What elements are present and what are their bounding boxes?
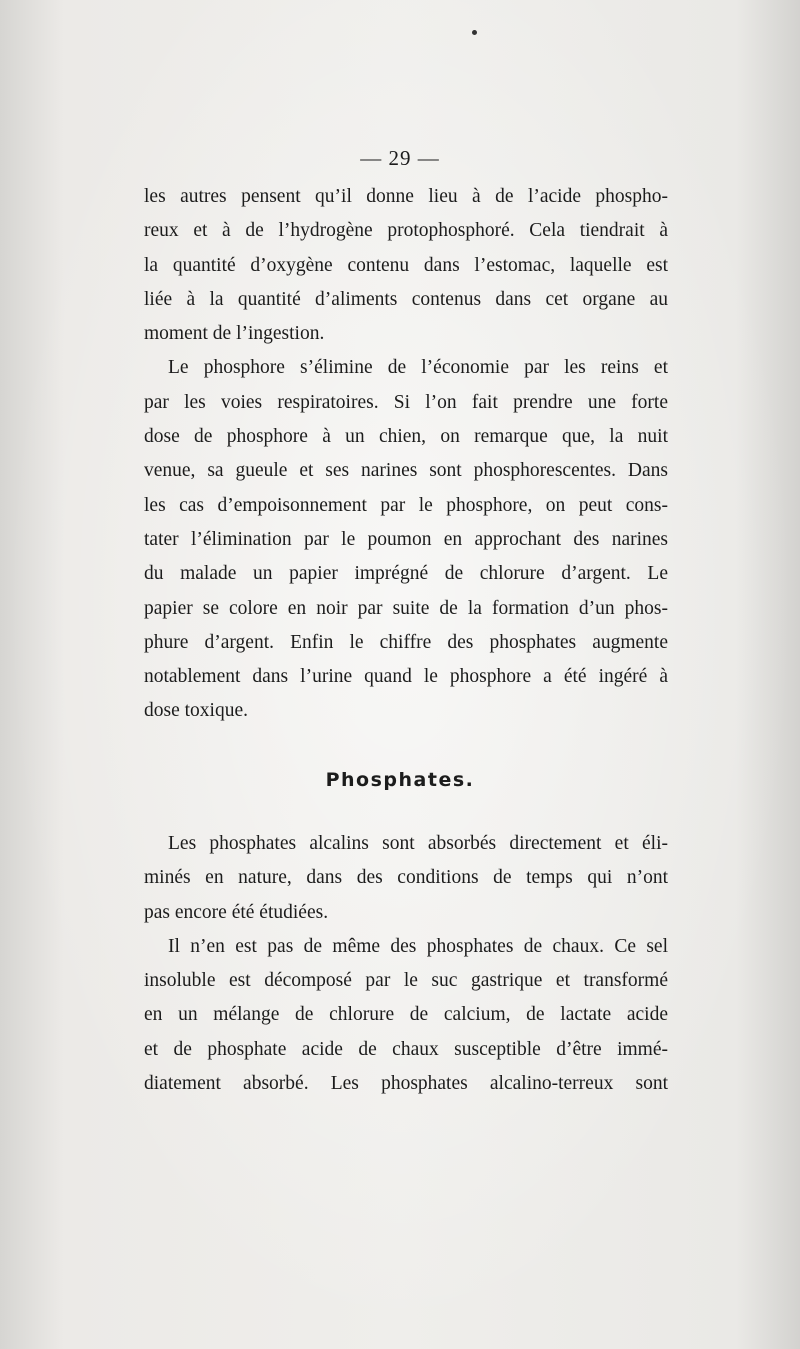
text-line: Le phosphore s’élimine de l’économie par les reins et	[168, 357, 668, 379]
text-line: liée à la quantité d’aliments contenus dans cet organe au	[144, 288, 668, 310]
text-line: Il n’en est pas de même des phosphates de chaux. Ce sel	[168, 935, 668, 957]
text-line: la quantité d’oxygène contenu dans l’estomac, laquelle est	[144, 254, 668, 276]
text-line: phure d’argent. Enfin le chiffre des phosphates augmente	[144, 631, 668, 653]
text-line: tater l’élimination par le poumon en approchant des narines	[144, 528, 668, 550]
paragraph-block-1	[144, 180, 668, 729]
text-line: les autres pensent qu’il donne lieu à de l’acide phospho-	[144, 186, 668, 207]
text-line: par les voies respiratoires. Si l’on fait prendre une forte	[144, 391, 668, 413]
text-line: reux et à de l’hydrogène protophosphoré. Cela tiendrait à	[144, 220, 668, 242]
text-line: dose de phosphore à un chien, on remarque que, la nuit	[144, 426, 668, 448]
text-line: pas encore été étudiées.	[144, 901, 329, 923]
text-line: et de phosphate acide de chaux susceptible d’être immé-	[144, 1038, 668, 1060]
text-line: moment de l’ingestion.	[144, 323, 325, 345]
text-line: Les phosphates alcalins sont absorbés directement et éli-	[168, 833, 668, 854]
text-line: papier se colore en noir par suite de la formation d’un phos-	[144, 597, 668, 619]
text-line: diatement absorbé. Les phosphates alcalino-terreux sont	[144, 1073, 668, 1095]
page-number: — 29 —	[360, 146, 440, 170]
text-line: du malade un papier imprégné de chlorure d’argent. Le	[144, 563, 668, 585]
text-line: minés en nature, dans des conditions de temps qui n’ont	[144, 867, 668, 889]
text-line: dose toxique.	[144, 700, 248, 722]
text-line: en un mélange de chlorure de calcium, de lactate acide	[144, 1004, 668, 1026]
paragraph-block-2	[144, 827, 668, 1101]
text-line: les cas d’empoisonnement par le phosphore, on peut cons-	[144, 494, 668, 516]
section-heading: Phosphates.	[325, 769, 475, 791]
ink-speck	[472, 30, 477, 35]
text-line: venue, sa gueule et ses narines sont phosphorescentes. Dans	[144, 460, 668, 482]
text-line: insoluble est décomposé par le suc gastrique et transformé	[144, 970, 668, 992]
text-line: notablement dans l’urine quand le phosphore a été ingéré à	[144, 666, 668, 688]
